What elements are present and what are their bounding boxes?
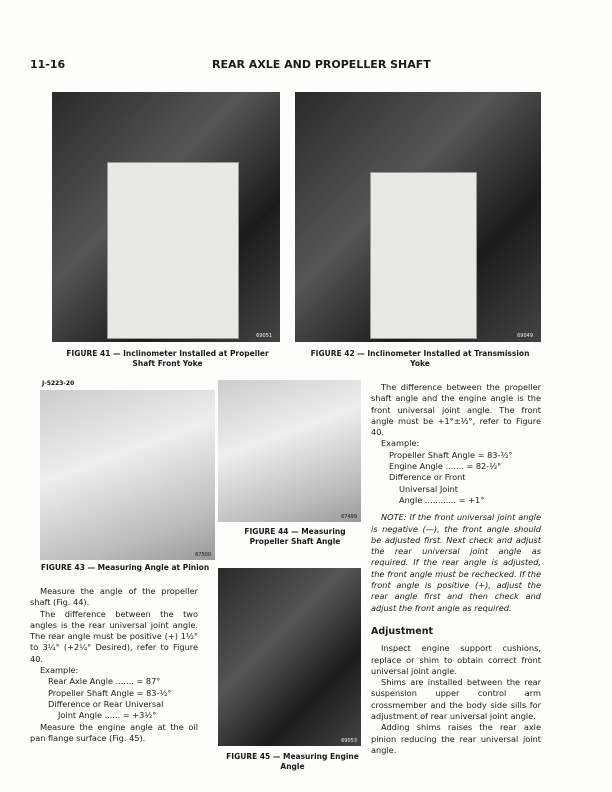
figure-45-photo xyxy=(218,568,361,746)
paragraph: Shims are installed between the rear suspension upper control arm crossmember and the body side sills for adjustment of rear universal joint angle. xyxy=(371,677,541,722)
page-number: 11-16 xyxy=(30,58,66,71)
example-line: Angle ............ = +1° xyxy=(399,494,485,505)
example-line: Rear Axle Angle ....... = 87° xyxy=(48,676,161,687)
example-label: Example: xyxy=(381,438,420,449)
section-heading: Adjustment xyxy=(371,625,434,637)
example-line: Engine Angle ....... = 82-½° xyxy=(389,461,502,472)
page-title: REAR AXLE AND PROPELLER SHAFT xyxy=(212,58,431,71)
example-line: Difference or Rear Universal xyxy=(48,698,164,709)
figure-41-photo xyxy=(52,92,280,342)
figure-number: 69053 xyxy=(341,738,357,744)
figure-number: 67500 xyxy=(195,552,211,558)
example-line: Joint Angle ...... = +3½° xyxy=(58,710,157,721)
figure-number: 69051 xyxy=(256,333,272,339)
figure-44-photo xyxy=(218,380,361,522)
note: NOTE: If the front universal joint angle is negative (—), the front angle should be adjusted first. Next check and adjust the rear universal joint angle as required. If the rear angle is adjusted, the front angle must be rechecked. If the front angle is positive (+), adjust the rear angle first and then check and adjust the front angle as required. xyxy=(371,512,541,613)
paragraph: Measure the engine angle at the oil pan flange surface (Fig. 45). xyxy=(30,721,198,743)
example-line: Difference or Front xyxy=(389,472,466,483)
figure-42-caption: FIGURE 42 — Inclinometer Installed at Transmission Yoke xyxy=(310,349,530,368)
example-line: Propeller Shaft Angle = 83-½° xyxy=(48,687,172,698)
paragraph: Inspect engine support cushions, replace or shim to obtain correct front universal joint angle. xyxy=(371,643,541,676)
example-line: Propeller Shaft Angle = 83-½° xyxy=(389,449,513,460)
inclinometer xyxy=(370,172,477,339)
paragraph: Adding shims raises the rear axle pinion reducing the rear universal joint angle. xyxy=(371,722,541,755)
figure-45-caption: FIGURE 45 — Measuring Engine Angle xyxy=(226,752,359,771)
figure-43-photo xyxy=(40,390,215,560)
figure-number: 69049 xyxy=(517,333,533,339)
paragraph: The difference between the propeller shaft angle and the engine angle is the front universal joint angle. The front angle must be +1°±½°, refer to Figure 40. xyxy=(371,382,541,438)
example-label: Example: xyxy=(40,665,79,676)
figure-44-caption: FIGURE 44 — Measuring Propeller Shaft Angle xyxy=(244,527,346,546)
figure-41-caption: FIGURE 41 — Inclinometer Installed at Propeller Shaft Front Yoke xyxy=(66,349,269,368)
figure-42-photo xyxy=(295,92,541,342)
paragraph: Measure the angle of the propeller shaft (Fig. 44). xyxy=(30,586,198,608)
figure-43-caption: FIGURE 43 — Measuring Angle at Pinion xyxy=(40,563,210,572)
left-column-text xyxy=(30,586,198,744)
example-line: Universal Joint xyxy=(399,483,458,494)
figure-number: 67499 xyxy=(341,514,357,520)
right-column-text xyxy=(371,382,541,756)
tool-label: J-5223-20 xyxy=(42,380,75,387)
paragraph: The difference between the two angles is the rear universal joint angle. The rear angle must be positive (+) 1½° to 3¼° (+2¼° Desired), refer to Figure 40. xyxy=(30,608,198,664)
inclinometer xyxy=(107,162,239,339)
